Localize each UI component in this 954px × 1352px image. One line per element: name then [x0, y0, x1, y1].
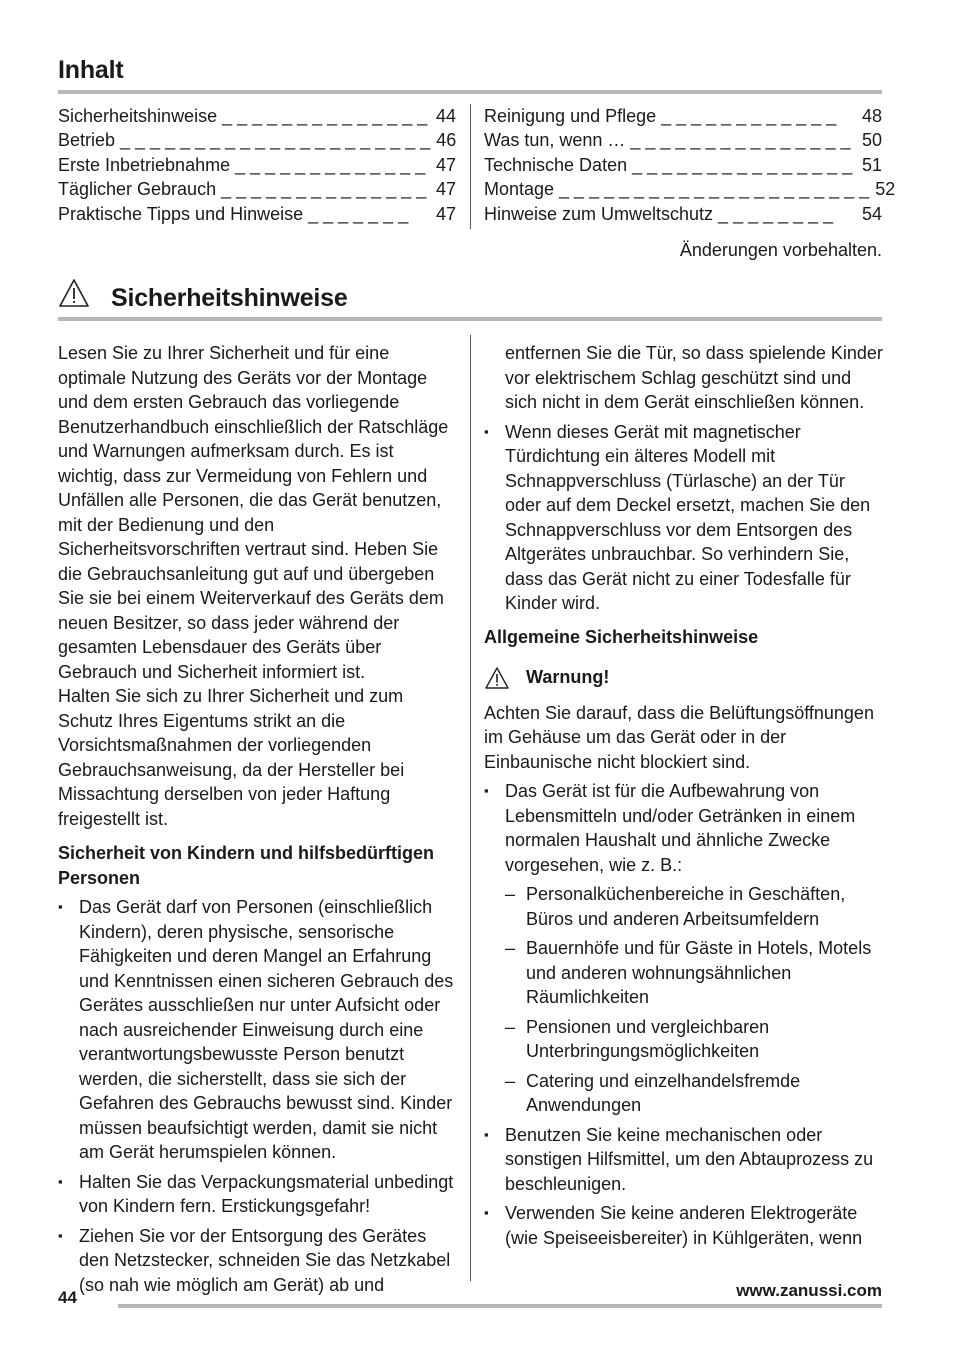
children-list	[58, 895, 458, 1297]
toc-rule	[58, 90, 882, 94]
toc-entry[interactable]: Erste Inbetriebnahme _ _ _ _ _ _ _ _ _ _ _ _ _ 47	[58, 154, 456, 175]
toc-entry[interactable]: Reinigung und Pflege _ _ _ _ _ _ _ _ _ _ _ _ 48	[484, 106, 882, 126]
list-item: ▪ Wenn dieses Gerät mit magnetischer Türdichtung ein älteres Modell mit Schnappverschluss (Türlasche) an der Tür oder auf dem Deckel ersetzt, machen Sie den Schnappverschluss vor dem Entsorgen des Altgerätes unbrauchbar. So verhindern Sie, dass das Gerät nicht zu einer Todesfalle für Kinder wird.	[484, 420, 884, 616]
toc-left	[58, 104, 456, 226]
toc-entry[interactable]: Montage _ _ _ _ _ _ _ _ _ _ _ _ _ _ _ _ _ _ _ _ _ 52	[484, 179, 896, 200]
right-list-2	[484, 779, 884, 1250]
sub-list-item: – Catering und einzelhandelsfremde Anwendungen	[505, 1069, 884, 1118]
website-link[interactable]: www.zanussi.com	[736, 1281, 882, 1300]
sub-list-item: – Personalküchenbereiche in Geschäften, Büros und anderen Arbeitsumfeldern	[505, 882, 884, 931]
list-item: ▪ Halten Sie das Verpackungsmaterial unbedingt von Kindern fern. Erstickungsgefahr!	[58, 1170, 458, 1219]
sub-list-item: – Bauernhöfe und für Gäste in Hotels, Motels und anderen wohnungsähnlichen Räumlichkeiten	[505, 936, 884, 1010]
column-divider	[470, 335, 471, 1281]
children-heading: Sicherheit von Kindern und hilfsbedürftigen Personen	[58, 843, 435, 888]
intro-paragraph: Lesen Sie zu Ihrer Sicherheit und für eine optimale Nutzung des Geräts vor der Montage und dem ersten Gebrauch das vorliegende Benutzerhandbuch einschließlich der Ratschläge und Warnungen aufmerksam durch. Es ist wichtig, dass zur Vermeidung von Fehlern und Unfällen alle Personen, die das Gerät benutzen, mit der Bedienung und den Sicherheitsvorschriften vertraut sind. Heben Sie die Gebrauchsanleitung gut auf und übergeben Sie sie bei einem Weiterverkauf des Geräts dem neuen Besitzer, so dass jeder während der gesamten Lebensdauer des Geräts über Gebrauch und Sicherheit informiert ist.	[58, 343, 449, 682]
changes-note: Änderungen vorbehalten.	[679, 240, 882, 260]
warning-block	[484, 665, 884, 691]
toc-entry[interactable]: Technische Daten _ _ _ _ _ _ _ _ _ _ _ _ _ _ _ 51	[484, 154, 882, 175]
sub-list	[505, 882, 884, 1118]
sub-list-item: – Pensionen und vergleichbaren Unterbringungsmöglichkeiten	[505, 1015, 884, 1064]
intro-paragraph: Halten Sie sich zu Ihrer Sicherheit und zum Schutz Ihres Eigentums strikt an die Vorsichtsmaßnahmen der vorliegenden Gebrauchsanweisung, da der Hersteller bei Missachtung derselben von jeder Haftung freigestellt ist.	[58, 686, 405, 829]
continued-text: entfernen Sie die Tür, so dass spielende Kinder vor elektrischem Schlag geschützt sind und sich nicht in dem Gerät einschließen können.	[505, 343, 883, 412]
section-rule	[58, 317, 882, 321]
toc-entry[interactable]: Sicherheitshinweise _ _ _ _ _ _ _ _ _ _ _ _ _ _ 44	[58, 106, 456, 126]
toc-entry[interactable]: Praktische Tipps und Hinweise _ _ _ _ _ _ _ 47	[58, 203, 456, 224]
right-column	[484, 341, 884, 1250]
section-title: Sicherheitshinweise	[111, 284, 348, 312]
general-heading: Allgemeine Sicherheitshinweise	[484, 626, 759, 647]
list-item: ▪ Verwenden Sie keine anderen Elektrogeräte (wie Speiseeisbereiter) in Kühlgeräten, wenn	[484, 1201, 884, 1250]
toc-right	[484, 104, 896, 226]
list-item: ▪ Das Gerät ist für die Aufbewahrung von Lebensmitteln und/oder Getränken in einem normalen Haushalt und ähnliche Zwecke vorgesehen, wie z. B.: – Personalküchenbereiche in Geschäften, Büros und anderen Arbeitsumfeldern – Bauernhöfe und für Gäste in Hotels, Motels und anderen wohnungsähnlichen Räumlichkeiten – Pensionen und vergleichbaren Unterbringungsmöglichkeiten – Catering und einzelhandelsfremde Anwendungen	[484, 779, 884, 1118]
toc-entry[interactable]: Hinweise zum Umweltschutz _ _ _ _ _ _ _ _ 54	[484, 203, 882, 224]
left-column	[58, 341, 458, 1297]
toc-entry[interactable]: Betrieb _ _ _ _ _ _ _ _ _ _ _ _ _ _ _ _ _ _ _ _ _ 46	[58, 130, 457, 151]
right-list-1	[484, 420, 884, 616]
list-item: ▪ Benutzen Sie keine mechanischen oder sonstigen Hilfsmittel, um den Abtauprozess zu beschleunigen.	[484, 1123, 884, 1197]
warning-label: Warnung!	[526, 667, 610, 688]
toc-entry[interactable]: Was tun, wenn … _ _ _ _ _ _ _ _ _ _ _ _ _ _ _ 50	[484, 130, 882, 151]
list-item: ▪ Ziehen Sie vor der Entsorgung des Gerätes den Netzstecker, schneiden Sie das Netzkabel (so nah wie möglich am Gerät) ab und	[58, 1224, 458, 1298]
warning-triangle-icon	[58, 278, 90, 308]
footer-rule	[118, 1304, 882, 1308]
toc-title: Inhalt	[58, 56, 124, 84]
warning-text: Achten Sie darauf, dass die Belüftungsöffnungen im Gehäuse um das Gerät oder in der Einbaunische nicht blockiert sind.	[484, 702, 874, 772]
toc-divider	[470, 104, 471, 229]
toc-entry[interactable]: Täglicher Gebrauch _ _ _ _ _ _ _ _ _ _ _ _ _ _ 47	[58, 179, 456, 200]
warning-icon	[484, 666, 510, 690]
list-item: ▪ Das Gerät darf von Personen (einschließlich Kindern), deren physische, sensorische Fähigkeiten und deren Mangel an Erfahrung und Kenntnissen einen sicheren Gebrauch des Gerätes ausschließen nur unter Aufsicht oder nach ausreichender Einweisung durch eine verantwortungsbewusste Person benutzt werden, die sicherstellt, dass sie sich der Gefahren des Gebrauchs bewusst sind. Kinder müssen beaufsichtigt werden, damit sie nicht am Gerät herumspielen können.	[58, 895, 458, 1165]
page-number: 44	[58, 1288, 77, 1307]
